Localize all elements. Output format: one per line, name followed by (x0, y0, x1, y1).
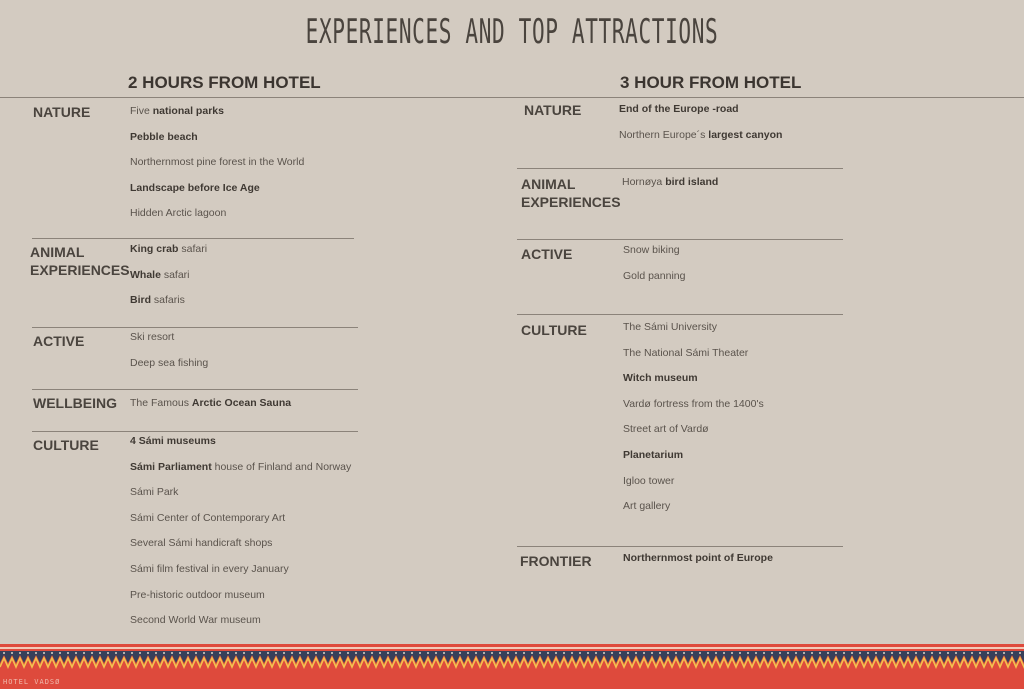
two-hours-culture-item (130, 461, 351, 473)
three-hours-active-category: ACTIVE (521, 246, 573, 262)
two-hours-nature-item (130, 156, 304, 168)
three-hours-frontier-divider (517, 546, 843, 547)
item-text: Igloo tower (623, 474, 675, 487)
three-hours-heading: 3 HOUR FROM HOTEL (620, 73, 802, 92)
three-hours-culture-item (623, 500, 670, 512)
two-hours-culture-item (130, 537, 272, 549)
item-text: safaris (151, 294, 185, 307)
item-text: Hidden Arctic lagoon (130, 207, 227, 220)
item-text: Several Sámi handicraft shops (130, 537, 273, 550)
three-hours-culture-item (623, 372, 698, 384)
item-highlight: national parks (152, 105, 224, 117)
item-highlight: King crab (130, 243, 179, 255)
three-hours-frontier-category: FRONTIER (520, 553, 592, 569)
two-hours-animal-experiences-category: ANIMAL EXPERIENCES (30, 244, 130, 278)
two-hours-culture-category: CULTURE (33, 437, 99, 453)
item-highlight: 4 Sámi museums (130, 435, 216, 447)
item-text: Northern Europe´s (619, 128, 709, 141)
two-hours-animal-experiences-item (130, 243, 207, 255)
two-hours-nature-item (130, 182, 260, 194)
item-text: Ski resort (130, 331, 175, 343)
two-hours-nature-item (130, 131, 198, 143)
item-text: Five (130, 105, 153, 117)
two-hours-heading: 2 HOURS FROM HOTEL (128, 73, 321, 92)
two-hours-culture-item (130, 512, 285, 524)
two-hours-wellbeing-divider (32, 389, 358, 390)
two-hours-culture-item (130, 486, 178, 498)
item-text: Second World War museum (130, 614, 261, 627)
item-text: Street art of Vardø (623, 423, 709, 436)
item-highlight: Arctic Ocean Sauna (191, 397, 292, 409)
two-hours-header-rule (0, 97, 520, 98)
two-hours-culture-divider (32, 431, 358, 432)
item-highlight: bird island (665, 176, 719, 188)
item-highlight: Witch museum (623, 372, 698, 385)
two-hours-active-divider (32, 327, 358, 328)
item-highlight: End of the Europe -road (619, 103, 739, 115)
item-text: Snow biking (623, 244, 680, 256)
item-highlight: Pebble beach (130, 130, 198, 143)
footer-brand: HOTEL VADSØ (3, 678, 61, 686)
two-hours-animal-experiences-divider (32, 238, 354, 239)
item-highlight: Sámi Parliament (130, 460, 212, 473)
item-highlight: Northernmost point of Europe (623, 552, 773, 564)
item-text: safari (178, 243, 208, 255)
item-text: safari (160, 268, 190, 281)
two-hours-culture-item (130, 435, 216, 447)
three-hours-culture-category: CULTURE (521, 322, 587, 338)
item-text: Sámi Park (130, 486, 179, 499)
three-hours-culture-item (623, 347, 748, 359)
two-hours-nature-item (130, 105, 224, 117)
three-hours-nature-item (619, 103, 739, 115)
item-text: house of Finland and Norway (211, 460, 352, 473)
three-hours-active-item (623, 270, 685, 282)
item-text: Gold panning (623, 269, 686, 282)
two-hours-active-item (130, 331, 174, 343)
two-hours-wellbeing-item (130, 397, 291, 409)
two-hours-animal-experiences-item (130, 294, 185, 306)
three-hours-culture-item (623, 449, 683, 461)
item-text: Sámi Center of Contemporary Art (130, 511, 286, 524)
item-text: Deep sea fishing (130, 356, 209, 369)
item-highlight: Whale (130, 268, 161, 281)
three-hours-nature-item (619, 129, 782, 141)
three-hours-culture-item (623, 398, 764, 410)
footer-pattern (0, 644, 1024, 689)
item-text: The Sámi University (623, 321, 717, 333)
two-hours-active-category: ACTIVE (33, 333, 85, 349)
three-hours-frontier-item (623, 552, 773, 564)
three-hours-active-item (623, 244, 680, 256)
three-hours-header-rule (520, 97, 1024, 98)
three-hours-culture-divider (517, 314, 843, 315)
item-text: Vardø fortress from the 1400's (623, 397, 764, 410)
three-hours-culture-item (623, 321, 717, 333)
item-highlight: largest canyon (708, 128, 783, 141)
item-text: Sámi film festival in every January (130, 563, 289, 575)
item-text: The National Sámi Theater (623, 346, 749, 359)
item-text: Pre-historic outdoor museum (130, 588, 265, 601)
three-hours-animal-experiences-divider (517, 168, 843, 169)
three-hours-culture-item (623, 423, 709, 435)
two-hours-nature-item (130, 207, 226, 219)
item-text: Northernmost pine forest in the World (130, 156, 305, 169)
two-hours-active-item (130, 357, 208, 369)
item-text: Art gallery (623, 500, 671, 513)
item-highlight: Planetarium (623, 449, 684, 461)
two-hours-animal-experiences-item (130, 269, 190, 281)
two-hours-culture-item (130, 589, 265, 601)
item-highlight: Landscape before Ice Age (130, 181, 260, 194)
three-hours-culture-item (623, 475, 674, 487)
item-text: The Famous (130, 397, 192, 409)
three-hours-animal-experiences-item (622, 176, 718, 188)
page-title: EXPERIENCES AND TOP ATTRACTIONS (305, 12, 719, 52)
item-text: Hornøya (622, 176, 666, 188)
two-hours-wellbeing-category: WELLBEING (33, 395, 117, 411)
item-highlight: Bird (130, 294, 151, 307)
three-hours-nature-category: NATURE (524, 102, 582, 118)
three-hours-active-divider (517, 239, 843, 240)
two-hours-culture-item (130, 614, 261, 626)
two-hours-nature-category: NATURE (33, 104, 91, 120)
three-hours-animal-experiences-category: ANIMAL EXPERIENCES (521, 176, 621, 210)
two-hours-culture-item (130, 563, 289, 575)
